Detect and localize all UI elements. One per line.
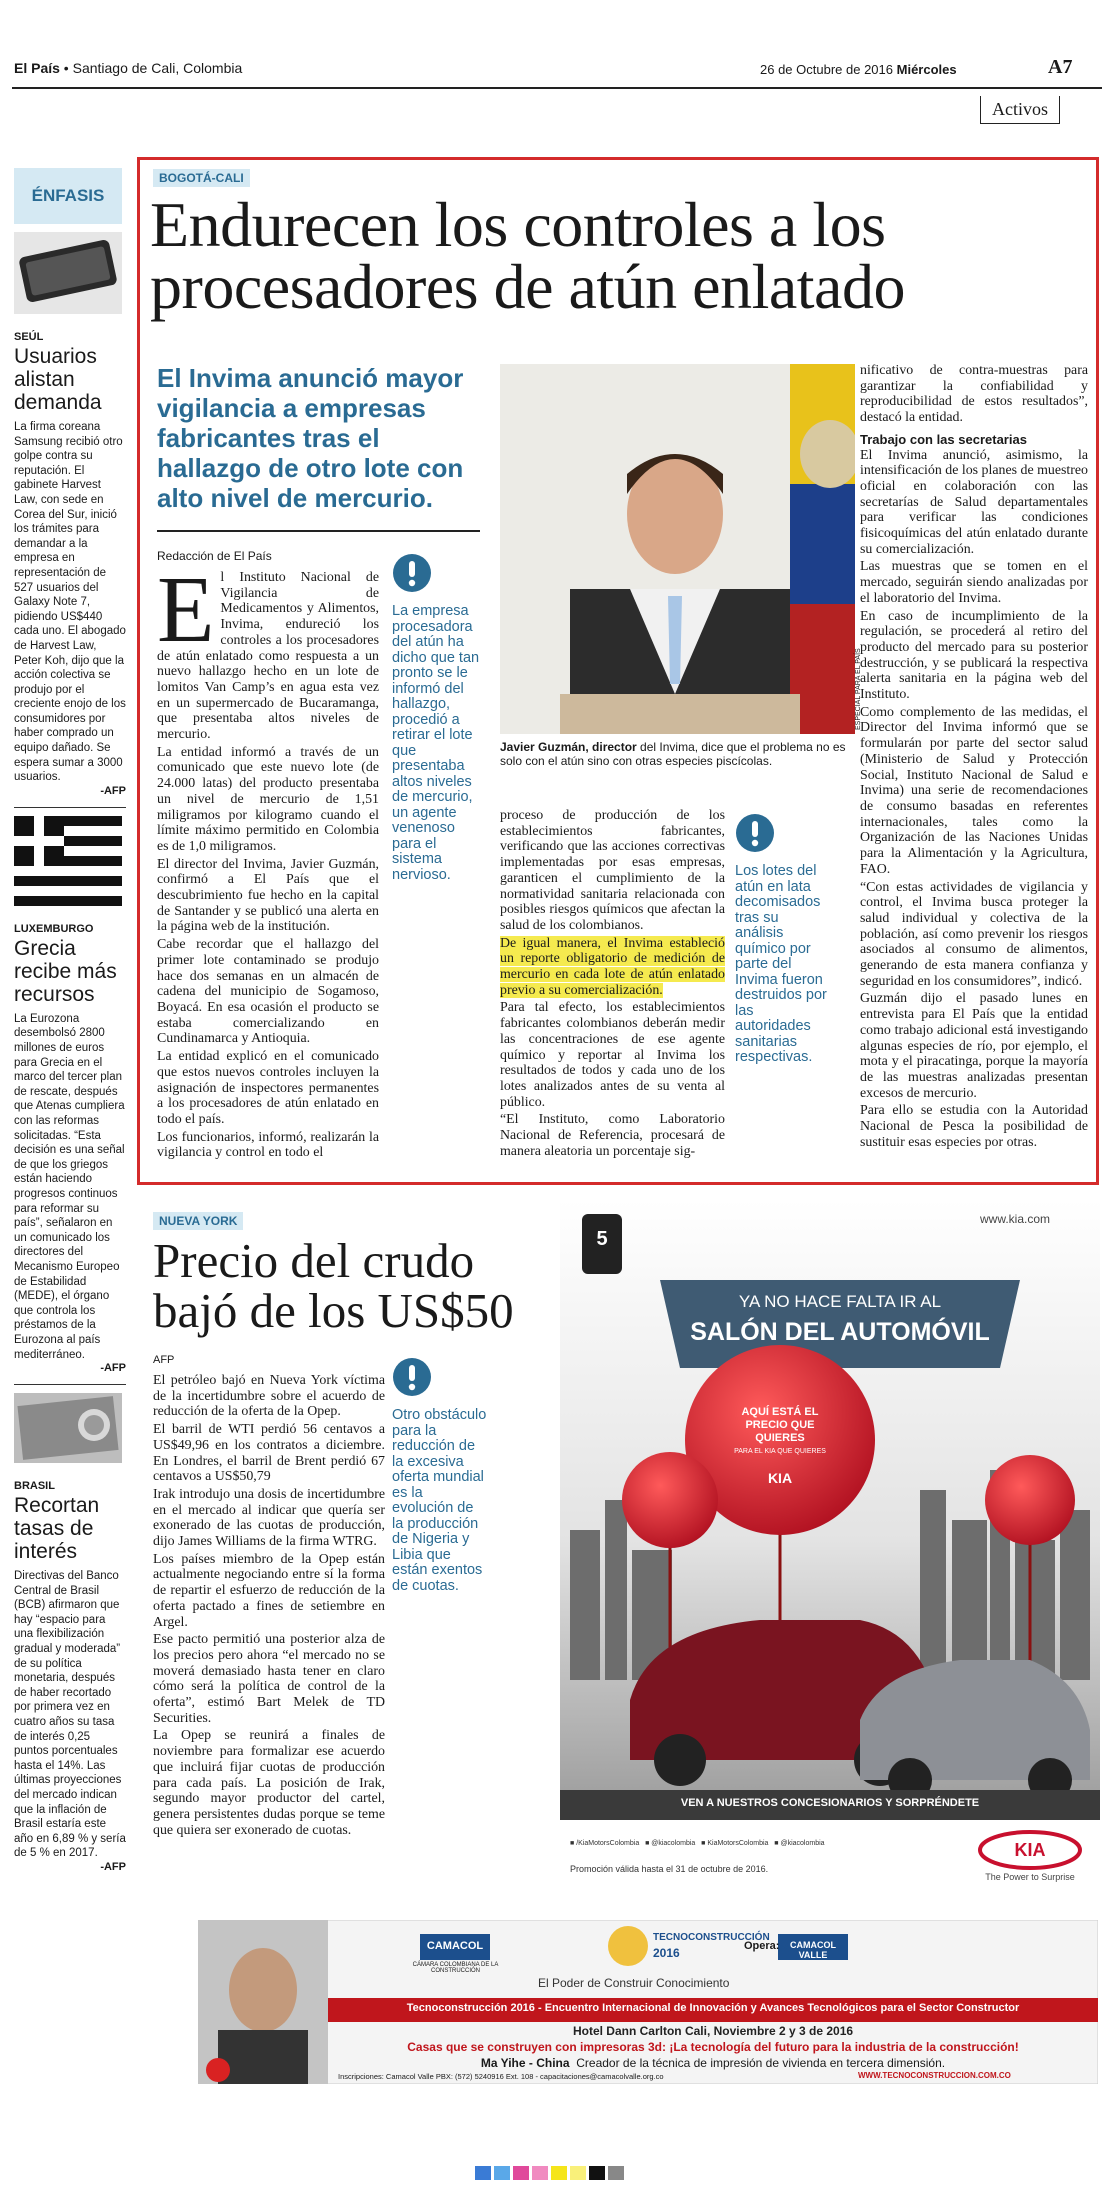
banner-slogan: El Poder de Construir Conocimiento [538,1976,730,1990]
header-rule [12,87,1102,89]
sidebar-kicker: SEÚL [14,331,44,343]
tecnoconstruccion-banner[interactable] [198,1920,1098,2084]
sidebar-label: ÉNFASIS [14,168,122,224]
event-year: 2016 [653,1946,680,1960]
exclamation-icon [735,813,775,853]
sidebar-headline: Recortan tasas de interés [14,1494,100,1564]
kia-balloon-logo: KIA [767,1470,793,1486]
kia-balloon-text: AQUÍ ESTÁ EL PRECIO QUE QUIERES [741,1406,819,1444]
kia-cta: VEN A NUESTROS CONCESIONARIOS Y SORPRÉNDETE [680,1797,980,1809]
article-kicker: BOGOTÁ-CALI [153,169,250,187]
page-number: A7 [1048,56,1073,78]
kia-logo: KIA [1014,1840,1046,1860]
sidebar-signature: -AFP [100,784,126,797]
sidebar-kicker: LUXEMBURGO [14,922,94,935]
crude-kicker: NUEVA YORK [153,1212,243,1230]
camacol-valle-logo: CAMACOL VALLE [790,1940,836,1960]
crude-title: Precio del crudo bajó de los US$50 [153,1233,514,1338]
pull-quote: La empresa procesadora del atún ha dicho que tan pronto se le informó del hallazgo, procedió a retirar el lote que presentaba altos niveles de mercurio, un agente venenoso para el sistema nervioso. [392,553,482,883]
sidebar-body: La Eurozona desembolsó 2800 millones de euros para Grecia en el marco del tercer plan de rescate, después que Atenas cumpliera con las reformas solicitadas. “Esta decisión es una señal de que los griegos están haciendo progresos continuos para reformar su país”, señalaron en un comunicado los directores del Mecanismo Europeo de Estabilidad (MEDE), el órgano que controla los préstamos de la Eurozona al país mediterráneo. [14,1012,125,1361]
event-brand: TECNOCONSTRUCCIÓN [653,1932,770,1943]
twitter-icon: ■ [645,1840,650,1847]
banner-inscriptions[interactable]: Inscripciones: Camacol Valle PBX: (572) 5240916 Ext. 108 - capacitaciones@camacolvalle.org.co [338,2072,664,2081]
kia-balloon-sub: PARA EL KIA QUE QUIERES [734,1448,826,1455]
photo-caption: Javier Guzmán, director del Invima, dice que el problema no es solo con el atún sino con otras especies piscícolas. [500,740,846,768]
drop-cap: E [157,558,215,662]
sidebar-divider [14,807,126,808]
color-registration-bar [475,2166,627,2185]
kia-line-2: SALÓN DEL AUTOMÓVIL [690,1318,990,1346]
pull-quote: Otro obstáculo para la reducción de la excesiva oferta mundial es la evolución de la producción de Nigeria y Libia que están exentos de cuotas. [392,1357,487,1594]
newspaper-brand: El País • Santiago de Cali, Colombia [14,60,243,76]
sidebar-headline: Grecia recibe más recursos [14,936,117,1006]
facebook-icon: ■ [570,1840,575,1847]
banner-website[interactable]: WWW.TECNOCONSTRUCCION.COM.CO [858,2071,1011,2080]
banner-headline: Casas que se construyen con impresoras 3d: ¡La tecnología del futuro para la industria de la construcción! [407,2040,1019,2054]
exclamation-icon [392,1357,432,1397]
opera-label: Opera: [744,1940,780,1952]
greek-flag-photo [14,816,122,906]
kia-promo: Promoción válida hasta el 31 de octubre de 2016. [570,1864,769,1874]
section-label: Activos [980,96,1060,124]
subhead-rule [157,530,480,532]
youtube-icon: ■ [701,1840,706,1847]
exclamation-icon [392,553,432,593]
camacol-sub: CÁMARA COLOMBIANA DE LA CONSTRUCCIÓN [412,1962,499,1974]
photo-credit: ESPECIAL PARA EL PAÍS [855,648,862,730]
sidebar-kicker: BRASIL [14,1480,55,1493]
article-column-1: El Instituto Nacional de Vigilancia de Medicamentos y Alimentos, Invima, endureció los controles a los procesadores de atún enlatado como respuesta a un nuevo hallazgo hecho en un lote de lomitos Van Camp’s en agua esta vez en un supermercado de Bucaramanga, que presentaba altos niveles de mercurio. La entidad informó a través de un comunicado que este nuevo lote (de 24.000 latas) del producto presentaba un nivel de mercurio de 1,51 miligramos por kilogramo cuando el límite máximo permitido en Colombia es de 1,0 miligramos. El director del Invima, Javier Guzmán, confirmó a El País que el descubrimiento fue hecho en la capital de Santander y se publicó una alerta en la página web de la institución. Cabe recordar que el hallazgo del primer lote contaminado se produjo hace dos semanas en un almacén de cadena del municipio de Sogamoso, Boyacá. En esa ocasión el producto se estaba comercializando en Cundinamarca y Antioquia. La entidad explicó en el comunicado que estos nuevos controles incluyen la asignación de inspectores permanentes a los procesadores de atún enlatado en todo el país. Los funcionarios, informó, realizarán la vigilancia y control en todo el [157,558,379,1161]
kia-url[interactable]: www.kia.com [980,1212,1051,1226]
kia-social-links: ■ /KiaMotorsColombia ■ @kiacolombia ■ KiaMotorsColombia ■ @kiacolombia [570,1840,825,1847]
sidebar-signature: -AFP [100,1362,126,1375]
sidebar-signature: -AFP [100,1860,126,1873]
director-photo [500,364,855,734]
instagram-icon: ■ [774,1840,779,1847]
pull-quote: Los lotes del atún en lata decomisados tras su análisis químico por parte del Invima fueron destruidos por las autoridades sanitarias respectivas. [735,813,828,1066]
sidebar-divider [14,1384,126,1385]
highlighted-text: De igual manera, el Invima estableció un reporte obligatorio de medición de mercurio en cada lote de atún enlatado previo a su comercialización. [500,935,725,998]
banner-venue: Hotel Dann Carlton Cali, Noviembre 2 y 3 de 2016 [572,2024,854,2038]
header-date: 26 de Octubre de 2016 Miércoles [760,62,957,77]
article-column-3: nificativo de contra-muestras para garantizar la confiabilidad y reproducibilidad de estos resultados”, destacó la entidad. Trabajo con las secretarias El Invima anunció, asimismo, la intensificación de los planes de muestreo oficial en colaboración con las secretarías de Salud departamentales para verificar las condiciones fisicoquímicas del atún enlatado durante su comercialización. Las muestras que se tomen en el mercado, seguirán siendo analizadas por el laboratorio del Invima. En caso de incumplimiento de la regulación, se procederá al retiro del producto del mercado para su posterior destrucción, y se publicará la respectiva alerta sanitaria en la página web del Instituto. Como complemento de las medidas, el Director del Invima informó que se formularán por parte del sector salud (Ministerio de Salud y Protección Social, Instituto Nacional de Salud e Invima) una serie de recomendaciones de consumo basadas en referentes internacionales, tales como la Organización de las Naciones Unidas para la Alimentación y la Agricultura, FAO. “Con estas actividades de vigilancia y control, el Invima busca proteger la salud individual y colectiva de la población, así como prevenir los riesgos asociados al consumo de alimentos, generando de esta manera confianza y seguridad en los consumidores”, indicó. Guzmán dijo el pasado lunes en entrevista para El País que la entidad como trabajo adicional está investigando algunas especies de río, por ejemplo, el mota y el piracatinga, porque la mayoría de las muestras analizadas presentan excesos de mercurio. Para ello se estudia con la Autoridad Nacional de Pesca la posibilidad de sustituir esas especies por otras. [860,363,1088,1150]
sidebar-body: Directivas del Banco Central de Brasil (BCB) afirmaron que hay “espacio para una flexibilización gradual y moderada” de su política monetaria, después de haber recortado por primera vez en cuatro años su tasa de interés 0,25 puntos porcentuales hasta el 14%. Las últimas proyecciones del mercado indican que la inflación de Brasil estaría este año en 6,89 % y sería de 5 % en 2017. [14,1570,126,1860]
banner-event-line: Tecnoconstrucción 2016 - Encuentro Internacional de Innovación y Avances Tecnológicos para el Sector Constructor [406,2002,1020,2014]
kia-line-1: YA NO HACE FALTA IR AL [738,1292,942,1311]
banknote-photo [14,1393,122,1463]
article-title: Endurecen los controles a los procesadores de atún enlatado [150,189,905,322]
article-byline: Redacción de El País [157,549,272,563]
banner-speaker: Ma Yihe - China Creador de la técnica de impresión de vivienda en tercera dimensión. [480,2056,946,2070]
column-subheading: Trabajo con las secretarias [860,431,1027,447]
kia-badge: 5 [596,1228,608,1250]
sidebar-enfasis [14,168,126,1873]
camacol-logo: CAMACOL [426,1940,484,1952]
crude-byline: AFP [153,1354,175,1366]
sidebar-body: La firma coreana Samsung recibió otro golpe contra su reputación. El gabinete Harvest Law, con sede en Corea del Sur, inició los trámites para demandar a la empresa en representación de 527 usuarios del Galaxy Note 7, pidiendo US$440 cada uno. El abogado de Harvest Law, Peter Koh, dijo que la acción colectiva se produjo por el creciente enojo de los consumidores por haber comprado un equipo dañado. Se espera sumar a 3000 usuarios. [14,421,126,784]
article-subhead: El Invima anunció mayor vigilancia a empresas fabricantes tras el hallazgo de otro lote con alto nivel de mercurio. [157,363,464,513]
phone-photo [14,232,122,314]
kia-advertisement[interactable] [560,1200,1100,1900]
crude-body: El petróleo bajó en Nueva York víctima de la incertidumbre sobre el acuerdo de reducción de la oferta de la Opep. El barril de WTI perdió 56 centavos a US$49,96 en los contratos a diciembre. En Londres, el barril de Brent perdió 67 centavos a US$50,79 Irak introdujo una dosis de incertidumbre en el mercado al indicar que quería ser exonerado de las cuotas de producción, dijo James Williams de la firma WTRG. Los países miembro de la Opep están actualmente negociando entre sí la forma de repartir el esfuerzo de reducción de la oferta pactado a fines de setiembre en Argel. Ese pacto permitió una posterior alza de los precios pero ahora “el mercado no se moverá demasiado hasta tener en claro cómo será la política de control de la oferta”, estimó Bart Melek de TD Securities. La Opep se reunirá a finales de noviembre para formalizar ese acuerdo que incluirá fijar cuotas de producción para cada país. La posición de Irak, segundo mayor productor del cartel, genera persistentes dudas porque se teme que quiera ser exonerado de cuotas. [153,1373,385,1838]
sidebar-headline: Usuarios alistan demanda [14,345,102,414]
kia-tagline: The Power to Surprise [985,1872,1075,1882]
article-column-2: proceso de producción de los establecimientos fabricantes, verificando que las acciones correctivas implementadas por esas empresas, garanticen el cumplimiento de la normatividad sanitaria relacionada con posibles riesgos químicos que afectan la salud de los colombianos. De igual manera, el Invima estableció un reporte obligatorio de medición de mercurio en cada lote de atún enlatado previo a su comercialización. Para tal efecto, los establecimientos fabricantes colombianos deberán medir las concentraciones de ese agente químico y reportar al Invima los resultados de todos y cada uno de los lotes analizados antes de su venta al público. “El Instituto, como Laboratorio Nacional de Referencia, procesará de manera aleatoria un porcentaje sig- [500,808,725,1159]
